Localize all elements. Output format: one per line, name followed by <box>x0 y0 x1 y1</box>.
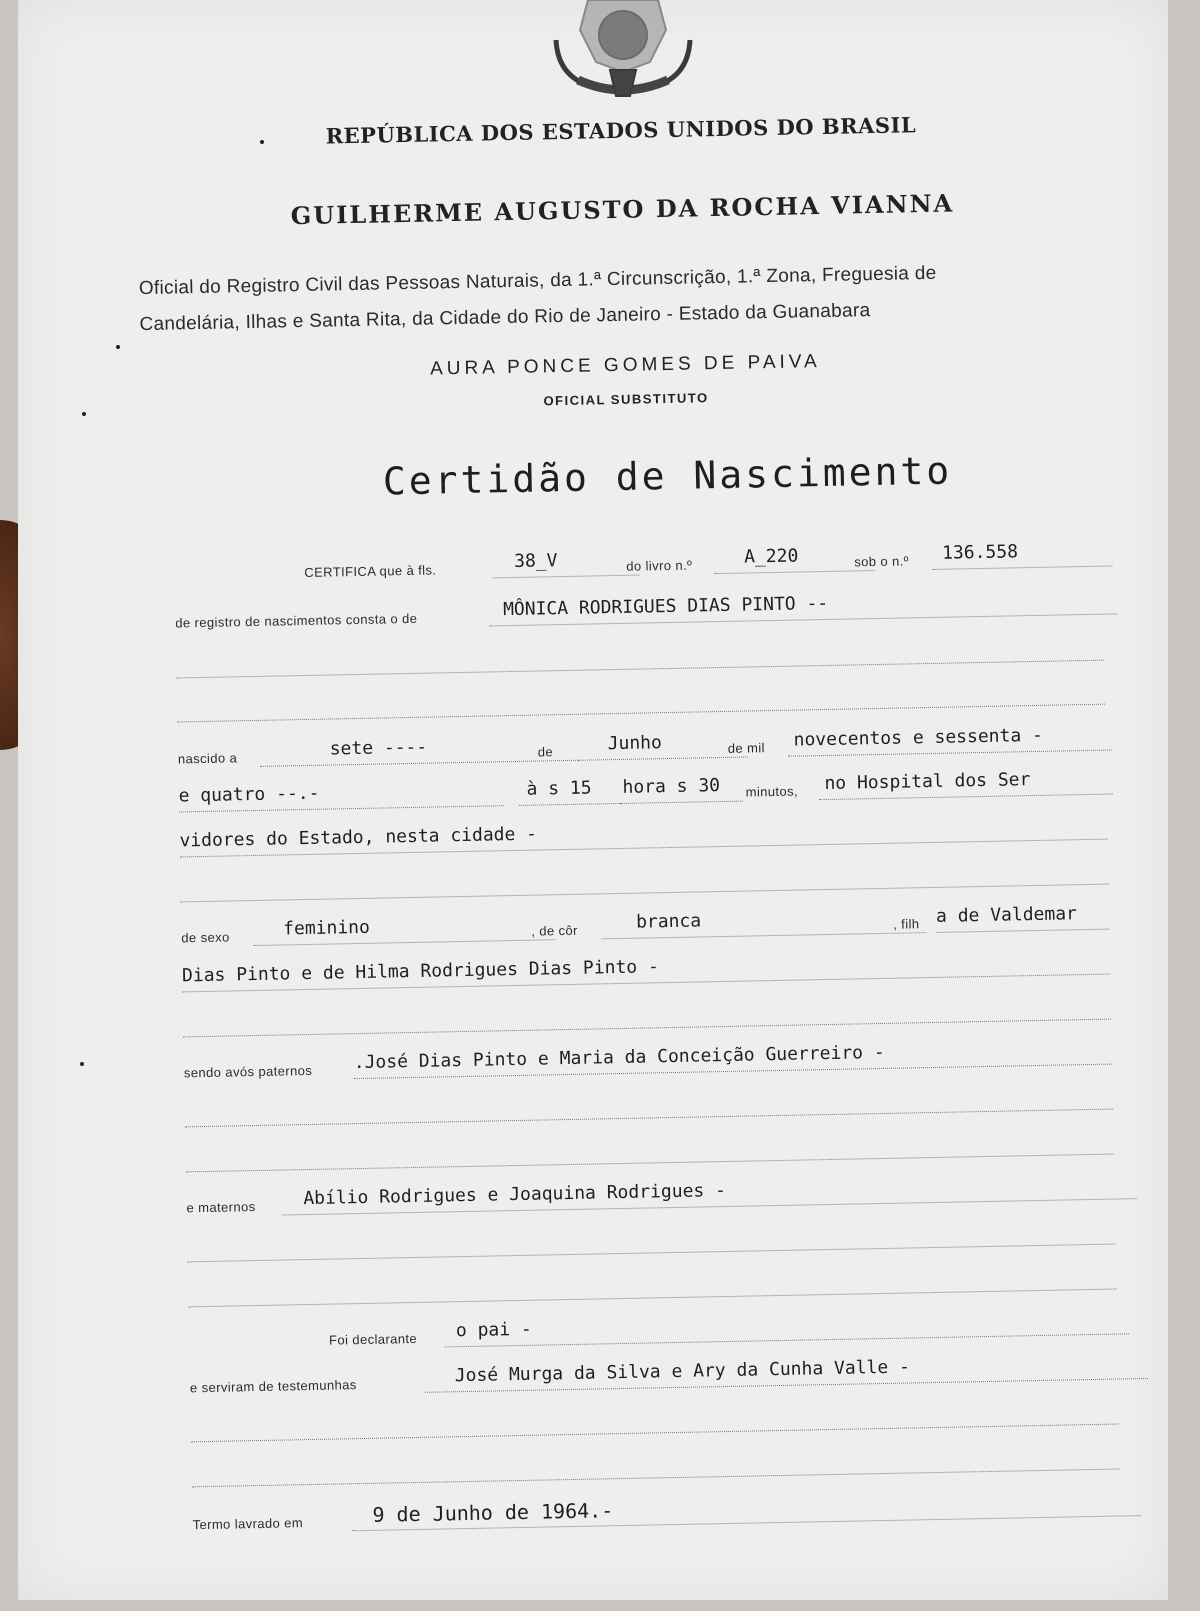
avos-maternos-label: e maternos <box>186 1199 256 1216</box>
blank-field <box>180 854 1108 903</box>
registrar-name: GUILHERME AUGUSTO DA ROCHA VIANNA <box>290 188 955 231</box>
numero-field: 136.558 <box>932 535 1113 569</box>
document-title: Certidão de Nascimento <box>382 448 953 504</box>
row-termo <box>32 1481 1182 1539</box>
nascido-label: nascido a <box>177 750 238 767</box>
certificate-content <box>4 0 1185 1611</box>
certifica-label: CERTIFICA que à fls. <box>304 562 437 580</box>
ano-field-2: e quatro --.- <box>178 775 504 812</box>
blank-field <box>184 1079 1112 1128</box>
office-line-1: Oficial do Registro Civil das Pessoas Naturais, da 1.ª Circunscrição, 1.ª Zona, Freguesia de <box>138 262 937 300</box>
blank-field <box>177 674 1105 723</box>
mes-field: Junho <box>577 727 748 761</box>
avos-paternos-label: sendo avós paternos <box>183 1062 313 1081</box>
blank-field <box>176 630 1104 679</box>
avos-maternos-field: Abílio Rodrigues e Joaquina Rodrigues - <box>281 1168 1136 1215</box>
substitute-title: OFICIAL SUBSTITUTO <box>543 390 709 409</box>
ano-field-1: novecentos e sessenta - <box>787 720 1112 757</box>
blank-field <box>188 1259 1116 1308</box>
local-field-2: vidores do Estado, nesta cidade - <box>179 809 1107 858</box>
declarante-label: Foi declarante <box>328 1330 418 1348</box>
declarante-field: o pai - <box>444 1303 1129 1347</box>
de-label: de <box>537 744 554 760</box>
dia-field: sete ---- <box>259 730 580 767</box>
cor-label: , de côr <box>531 922 578 939</box>
ink-speck <box>80 1062 84 1066</box>
ink-speck <box>260 140 264 144</box>
minutos-value-field: hora s 30 <box>618 771 743 804</box>
registro-label: de registro de nascimentos consta o de <box>175 610 418 631</box>
local-field-1: no Hospital dos Ser <box>818 764 1113 801</box>
blank-field <box>187 1214 1115 1263</box>
livro-label: do livro n.º <box>626 557 693 574</box>
termo-data-field: 9 de Junho de 1964.- <box>352 1485 1140 1531</box>
substitute-name: AURA PONCE GOMES DE PAIVA <box>429 351 821 380</box>
sob-label: sob o n.º <box>854 553 909 570</box>
fls-field: 38_V <box>492 545 640 579</box>
de-mil-label: de mil <box>727 740 766 756</box>
sexo-field: feminino <box>253 909 556 946</box>
office-description <box>139 253 1100 343</box>
office-line-2: Candelária, Ilhas e Santa Rita, da Cidade do Rio de Janeiro - Estado da Guanabara <box>139 300 871 336</box>
pais-field-2: Dias Pinto e de Hilma Rodrigues Dias Pinto - <box>182 944 1110 993</box>
filh-label: , filh <box>893 916 920 932</box>
nome-field: MÔNICA RODRIGUES DIAS PINTO -- <box>489 583 1117 626</box>
blank-field <box>183 989 1111 1038</box>
blank-field <box>191 1439 1119 1488</box>
pais-field-1: a de Valdemar <box>936 899 1110 933</box>
cor-field: branca <box>601 902 927 939</box>
testemunhas-field: José Murga da Silva e Ary da Cunha Valle - <box>425 1348 1148 1393</box>
livro-field: A_220 <box>714 540 875 574</box>
testemunhas-label: e serviram de testemunhas <box>189 1377 357 1396</box>
termo-label: Termo lavrado em <box>192 1515 304 1533</box>
sexo-label: de sexo <box>181 929 230 946</box>
republic-heading: REPÚBLICA DOS ESTADOS UNIDOS DO BRASIL <box>325 112 917 149</box>
avos-paternos-field: .José Dias Pinto e Maria da Conceição Guerreiro - <box>353 1034 1111 1080</box>
certificate-sheet <box>18 0 1168 1600</box>
blank-field <box>190 1394 1118 1443</box>
ink-speck <box>116 345 120 349</box>
row-certifica <box>14 531 1164 589</box>
minutos-label: minutos, <box>745 783 799 800</box>
blank-field <box>185 1124 1113 1173</box>
horas-field: à s 15 <box>518 773 622 806</box>
ink-speck <box>82 412 86 416</box>
